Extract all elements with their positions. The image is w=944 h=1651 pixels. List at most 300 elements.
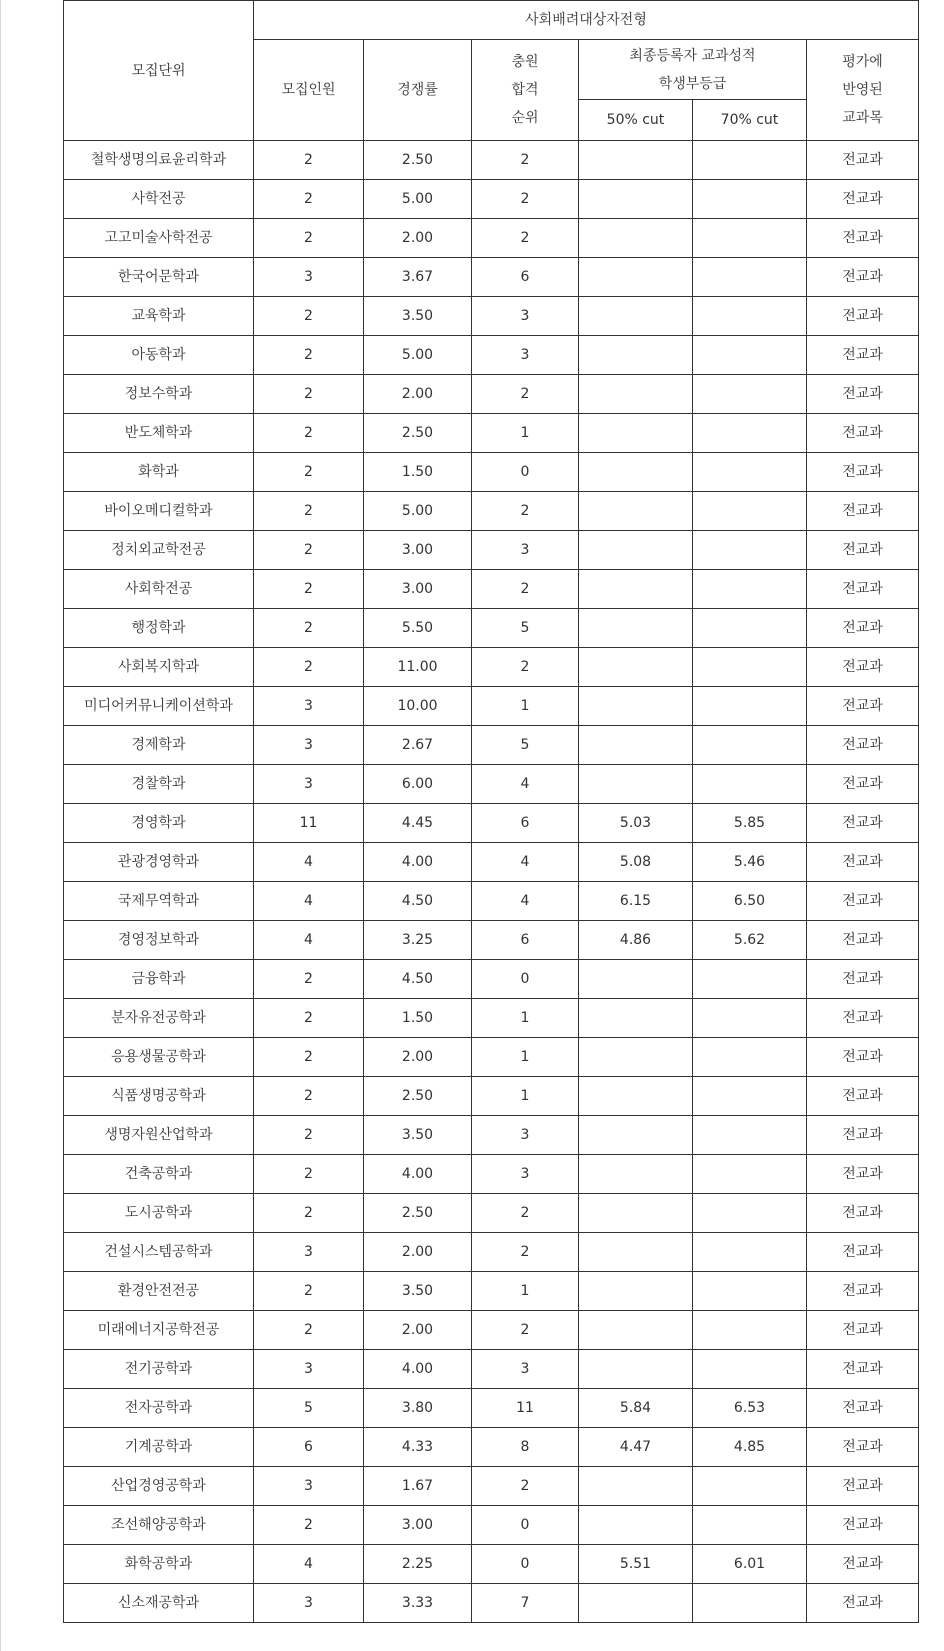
table-row — [64, 1350, 919, 1389]
table-row — [64, 1311, 919, 1350]
subjects-cell: 전교과 — [807, 336, 919, 375]
cut50-cell — [579, 1584, 693, 1623]
header-track: 사회배려대상자전형 — [254, 1, 919, 40]
table-row — [64, 882, 919, 921]
table-row — [64, 570, 919, 609]
subjects-cell: 전교과 — [807, 1116, 919, 1155]
waitlist-rank-cell: 2 — [472, 1233, 579, 1272]
competition-rate-cell: 5.00 — [364, 336, 472, 375]
recruit-count-cell: 11 — [254, 804, 364, 843]
subjects-cell: 전교과 — [807, 414, 919, 453]
waitlist-rank-cell: 5 — [472, 609, 579, 648]
recruit-count-cell: 2 — [254, 414, 364, 453]
waitlist-rank-cell: 1 — [472, 414, 579, 453]
competition-rate-cell: 5.00 — [364, 492, 472, 531]
cut50-cell — [579, 765, 693, 804]
header-competition-rate: 경쟁률 — [364, 40, 472, 141]
waitlist-rank-cell: 1 — [472, 1077, 579, 1116]
recruit-count-cell: 4 — [254, 921, 364, 960]
header-recruit-count: 모집인원 — [254, 40, 364, 141]
competition-rate-cell: 1.50 — [364, 453, 472, 492]
cut70-cell — [693, 180, 807, 219]
competition-rate-cell: 3.00 — [364, 1506, 472, 1545]
recruit-count-cell: 2 — [254, 999, 364, 1038]
subjects-cell: 전교과 — [807, 180, 919, 219]
subjects-cell: 전교과 — [807, 648, 919, 687]
subjects-cell: 전교과 — [807, 765, 919, 804]
competition-rate-cell: 2.67 — [364, 726, 472, 765]
subjects-cell: 전교과 — [807, 141, 919, 180]
waitlist-rank-cell: 8 — [472, 1428, 579, 1467]
competition-rate-cell: 4.50 — [364, 960, 472, 999]
unit-cell: 도시공학과 — [64, 1194, 254, 1233]
waitlist-rank-cell: 0 — [472, 960, 579, 999]
table-row — [64, 999, 919, 1038]
unit-cell: 한국어문학과 — [64, 258, 254, 297]
competition-rate-cell: 2.00 — [364, 1038, 472, 1077]
unit-cell: 고고미술사학전공 — [64, 219, 254, 258]
subjects-cell: 전교과 — [807, 1545, 919, 1584]
cut50-cell — [579, 648, 693, 687]
subjects-cell: 전교과 — [807, 375, 919, 414]
subjects-cell: 전교과 — [807, 1038, 919, 1077]
cut50-cell: 5.51 — [579, 1545, 693, 1584]
unit-cell: 바이오메디컬학과 — [64, 492, 254, 531]
waitlist-rank-cell: 6 — [472, 804, 579, 843]
cut70-cell: 4.85 — [693, 1428, 807, 1467]
subjects-cell: 전교과 — [807, 726, 919, 765]
table-row — [64, 219, 919, 258]
competition-rate-cell: 3.80 — [364, 1389, 472, 1428]
competition-rate-cell: 2.50 — [364, 141, 472, 180]
cut70-cell — [693, 1584, 807, 1623]
cut50-cell — [579, 1155, 693, 1194]
table-row — [64, 765, 919, 804]
table-row — [64, 1194, 919, 1233]
subjects-cell: 전교과 — [807, 1467, 919, 1506]
competition-rate-cell: 3.25 — [364, 921, 472, 960]
cut50-cell — [579, 999, 693, 1038]
subjects-cell: 전교과 — [807, 1584, 919, 1623]
cut50-cell — [579, 960, 693, 999]
competition-rate-cell: 3.50 — [364, 1116, 472, 1155]
recruit-count-cell: 2 — [254, 141, 364, 180]
recruit-count-cell: 2 — [254, 336, 364, 375]
cut70-cell — [693, 1506, 807, 1545]
competition-rate-cell: 3.33 — [364, 1584, 472, 1623]
competition-rate-cell: 3.00 — [364, 570, 472, 609]
unit-cell: 화학공학과 — [64, 1545, 254, 1584]
recruit-count-cell: 3 — [254, 765, 364, 804]
recruit-count-cell: 2 — [254, 219, 364, 258]
cut70-cell — [693, 414, 807, 453]
cut70-cell: 6.53 — [693, 1389, 807, 1428]
unit-cell: 경찰학과 — [64, 765, 254, 804]
cut50-cell — [579, 1350, 693, 1389]
unit-cell: 분자유전공학과 — [64, 999, 254, 1038]
recruit-count-cell: 2 — [254, 1194, 364, 1233]
table-row — [64, 1428, 919, 1467]
subjects-cell: 전교과 — [807, 999, 919, 1038]
recruit-count-cell: 2 — [254, 531, 364, 570]
unit-cell: 건축공학과 — [64, 1155, 254, 1194]
cut70-cell — [693, 297, 807, 336]
waitlist-rank-cell: 3 — [472, 1155, 579, 1194]
cut70-cell — [693, 1272, 807, 1311]
cut70-cell — [693, 648, 807, 687]
recruit-count-cell: 3 — [254, 726, 364, 765]
table-row — [64, 960, 919, 999]
subjects-cell: 전교과 — [807, 1389, 919, 1428]
table-row — [64, 1233, 919, 1272]
cut70-cell — [693, 492, 807, 531]
subjects-cell: 전교과 — [807, 804, 919, 843]
subjects-cell: 전교과 — [807, 960, 919, 999]
cut70-cell — [693, 1467, 807, 1506]
subjects-cell: 전교과 — [807, 1077, 919, 1116]
table-row — [64, 141, 919, 180]
subjects-cell: 전교과 — [807, 843, 919, 882]
competition-rate-cell: 2.00 — [364, 375, 472, 414]
cut70-cell — [693, 1077, 807, 1116]
cut70-cell — [693, 609, 807, 648]
competition-rate-cell: 2.00 — [364, 219, 472, 258]
cut50-cell — [579, 297, 693, 336]
header-final-grade: 최종등록자 교과성적 학생부등급 — [579, 40, 807, 100]
competition-rate-cell: 10.00 — [364, 687, 472, 726]
waitlist-rank-cell: 1 — [472, 1038, 579, 1077]
unit-cell: 환경안전전공 — [64, 1272, 254, 1311]
competition-rate-cell: 5.50 — [364, 609, 472, 648]
recruit-count-cell: 2 — [254, 453, 364, 492]
cut70-cell — [693, 570, 807, 609]
page-left-border — [0, 0, 1, 1651]
competition-rate-cell: 6.00 — [364, 765, 472, 804]
waitlist-rank-cell: 2 — [472, 648, 579, 687]
waitlist-rank-cell: 2 — [472, 1311, 579, 1350]
unit-cell: 정치외교학전공 — [64, 531, 254, 570]
table-row — [64, 1584, 919, 1623]
cut50-cell: 5.08 — [579, 843, 693, 882]
header-subjects: 평가에 반영된 교과목 — [807, 40, 919, 141]
admission-results-table — [63, 0, 919, 1623]
recruit-count-cell: 3 — [254, 687, 364, 726]
cut70-cell — [693, 531, 807, 570]
waitlist-rank-cell: 6 — [472, 258, 579, 297]
header-cut50: 50% cut — [579, 100, 693, 141]
recruit-count-cell: 6 — [254, 1428, 364, 1467]
cut70-cell — [693, 1038, 807, 1077]
waitlist-rank-cell: 7 — [472, 1584, 579, 1623]
unit-cell: 금융학과 — [64, 960, 254, 999]
unit-cell: 아동학과 — [64, 336, 254, 375]
subjects-cell: 전교과 — [807, 1311, 919, 1350]
table-row — [64, 453, 919, 492]
waitlist-rank-cell: 6 — [472, 921, 579, 960]
waitlist-rank-cell: 1 — [472, 1272, 579, 1311]
table-row — [64, 726, 919, 765]
cut50-cell — [579, 687, 693, 726]
recruit-count-cell: 2 — [254, 648, 364, 687]
cut70-cell — [693, 375, 807, 414]
competition-rate-cell: 4.00 — [364, 1350, 472, 1389]
competition-rate-cell: 2.50 — [364, 1194, 472, 1233]
recruit-count-cell: 2 — [254, 1155, 364, 1194]
competition-rate-cell: 4.33 — [364, 1428, 472, 1467]
subjects-cell: 전교과 — [807, 219, 919, 258]
unit-cell: 행정학과 — [64, 609, 254, 648]
competition-rate-cell: 1.67 — [364, 1467, 472, 1506]
cut50-cell — [579, 726, 693, 765]
competition-rate-cell: 4.45 — [364, 804, 472, 843]
competition-rate-cell: 5.00 — [364, 180, 472, 219]
waitlist-rank-cell: 4 — [472, 843, 579, 882]
cut50-cell — [579, 492, 693, 531]
table-row — [64, 375, 919, 414]
table-row — [64, 1155, 919, 1194]
unit-cell: 관광경영학과 — [64, 843, 254, 882]
recruit-count-cell: 2 — [254, 1506, 364, 1545]
subjects-cell: 전교과 — [807, 687, 919, 726]
unit-cell: 화학과 — [64, 453, 254, 492]
waitlist-rank-cell: 4 — [472, 882, 579, 921]
unit-cell: 국제무역학과 — [64, 882, 254, 921]
cut70-cell: 5.62 — [693, 921, 807, 960]
table-row — [64, 492, 919, 531]
recruit-count-cell: 2 — [254, 1272, 364, 1311]
recruit-count-cell: 2 — [254, 960, 364, 999]
unit-cell: 반도체학과 — [64, 414, 254, 453]
header-unit: 모집단위 — [64, 1, 254, 141]
cut70-cell — [693, 1194, 807, 1233]
header-waitlist-rank: 충원 합격 순위 — [472, 40, 579, 141]
subjects-cell: 전교과 — [807, 609, 919, 648]
table-row — [64, 1545, 919, 1584]
competition-rate-cell: 3.67 — [364, 258, 472, 297]
waitlist-rank-cell: 3 — [472, 336, 579, 375]
recruit-count-cell: 2 — [254, 492, 364, 531]
cut50-cell — [579, 219, 693, 258]
subjects-cell: 전교과 — [807, 921, 919, 960]
cut70-cell — [693, 1233, 807, 1272]
cut50-cell — [579, 1077, 693, 1116]
waitlist-rank-cell: 2 — [472, 492, 579, 531]
waitlist-rank-cell: 3 — [472, 531, 579, 570]
competition-rate-cell: 1.50 — [364, 999, 472, 1038]
table-row — [64, 180, 919, 219]
table-row — [64, 804, 919, 843]
competition-rate-cell: 4.50 — [364, 882, 472, 921]
cut50-cell — [579, 258, 693, 297]
table-row — [64, 336, 919, 375]
competition-rate-cell: 3.00 — [364, 531, 472, 570]
recruit-count-cell: 2 — [254, 1116, 364, 1155]
recruit-count-cell: 4 — [254, 882, 364, 921]
cut50-cell — [579, 141, 693, 180]
table-row — [64, 1272, 919, 1311]
table-row — [64, 1467, 919, 1506]
recruit-count-cell: 4 — [254, 843, 364, 882]
unit-cell: 경제학과 — [64, 726, 254, 765]
subjects-cell: 전교과 — [807, 297, 919, 336]
competition-rate-cell: 3.50 — [364, 1272, 472, 1311]
unit-cell: 산업경영공학과 — [64, 1467, 254, 1506]
competition-rate-cell: 3.50 — [364, 297, 472, 336]
unit-cell: 생명자원산업학과 — [64, 1116, 254, 1155]
table-header — [64, 1, 919, 141]
unit-cell: 신소재공학과 — [64, 1584, 254, 1623]
waitlist-rank-cell: 0 — [472, 1545, 579, 1584]
competition-rate-cell: 2.25 — [364, 1545, 472, 1584]
waitlist-rank-cell: 2 — [472, 1194, 579, 1233]
unit-cell: 사회복지학과 — [64, 648, 254, 687]
unit-cell: 경영정보학과 — [64, 921, 254, 960]
waitlist-rank-cell: 2 — [472, 219, 579, 258]
cut50-cell — [579, 414, 693, 453]
cut70-cell — [693, 1350, 807, 1389]
subjects-cell: 전교과 — [807, 1233, 919, 1272]
header-cut70: 70% cut — [693, 100, 807, 141]
recruit-count-cell: 2 — [254, 375, 364, 414]
subjects-cell: 전교과 — [807, 1194, 919, 1233]
unit-cell: 철학생명의료윤리학과 — [64, 141, 254, 180]
competition-rate-cell: 2.50 — [364, 414, 472, 453]
waitlist-rank-cell: 11 — [472, 1389, 579, 1428]
waitlist-rank-cell: 2 — [472, 375, 579, 414]
unit-cell: 건설시스템공학과 — [64, 1233, 254, 1272]
subjects-cell: 전교과 — [807, 1428, 919, 1467]
table-row — [64, 531, 919, 570]
unit-cell: 미디어커뮤니케이션학과 — [64, 687, 254, 726]
cut50-cell: 4.86 — [579, 921, 693, 960]
waitlist-rank-cell: 1 — [472, 999, 579, 1038]
cut70-cell — [693, 219, 807, 258]
unit-cell: 정보수학과 — [64, 375, 254, 414]
cut70-cell — [693, 453, 807, 492]
cut70-cell — [693, 141, 807, 180]
table-row — [64, 1038, 919, 1077]
unit-cell: 사학전공 — [64, 180, 254, 219]
waitlist-rank-cell: 4 — [472, 765, 579, 804]
cut50-cell — [579, 336, 693, 375]
table-row — [64, 258, 919, 297]
subjects-cell: 전교과 — [807, 1272, 919, 1311]
recruit-count-cell: 3 — [254, 1467, 364, 1506]
cut70-cell: 5.46 — [693, 843, 807, 882]
waitlist-rank-cell: 0 — [472, 1506, 579, 1545]
unit-cell: 경영학과 — [64, 804, 254, 843]
subjects-cell: 전교과 — [807, 570, 919, 609]
recruit-count-cell: 2 — [254, 1038, 364, 1077]
waitlist-rank-cell: 3 — [472, 1116, 579, 1155]
cut50-cell — [579, 570, 693, 609]
waitlist-rank-cell: 3 — [472, 297, 579, 336]
subjects-cell: 전교과 — [807, 882, 919, 921]
cut50-cell: 5.84 — [579, 1389, 693, 1428]
subjects-cell: 전교과 — [807, 453, 919, 492]
unit-cell: 기계공학과 — [64, 1428, 254, 1467]
cut50-cell — [579, 453, 693, 492]
cut50-cell — [579, 180, 693, 219]
cut70-cell — [693, 258, 807, 297]
unit-cell: 사회학전공 — [64, 570, 254, 609]
waitlist-rank-cell: 2 — [472, 570, 579, 609]
waitlist-rank-cell: 2 — [472, 180, 579, 219]
waitlist-rank-cell: 2 — [472, 141, 579, 180]
table-row — [64, 648, 919, 687]
cut50-cell: 4.47 — [579, 1428, 693, 1467]
cut70-cell — [693, 1155, 807, 1194]
recruit-count-cell: 2 — [254, 570, 364, 609]
waitlist-rank-cell: 0 — [472, 453, 579, 492]
unit-cell: 미래에너지공학전공 — [64, 1311, 254, 1350]
cut70-cell — [693, 1311, 807, 1350]
table-row — [64, 1506, 919, 1545]
recruit-count-cell: 2 — [254, 180, 364, 219]
cut50-cell — [579, 1506, 693, 1545]
unit-cell: 조선해양공학과 — [64, 1506, 254, 1545]
cut50-cell — [579, 1038, 693, 1077]
table-row — [64, 297, 919, 336]
cut50-cell: 6.15 — [579, 882, 693, 921]
competition-rate-cell: 4.00 — [364, 1155, 472, 1194]
cut50-cell — [579, 1467, 693, 1506]
cut50-cell — [579, 1116, 693, 1155]
subjects-cell: 전교과 — [807, 1350, 919, 1389]
competition-rate-cell: 2.00 — [364, 1311, 472, 1350]
table-row — [64, 687, 919, 726]
table-row — [64, 414, 919, 453]
table-body — [64, 141, 919, 1623]
cut70-cell: 6.01 — [693, 1545, 807, 1584]
competition-rate-cell: 2.00 — [364, 1233, 472, 1272]
cut70-cell — [693, 765, 807, 804]
competition-rate-cell: 2.50 — [364, 1077, 472, 1116]
unit-cell: 식품생명공학과 — [64, 1077, 254, 1116]
table-row — [64, 1077, 919, 1116]
cut70-cell — [693, 999, 807, 1038]
cut70-cell — [693, 687, 807, 726]
recruit-count-cell: 2 — [254, 1077, 364, 1116]
unit-cell: 전기공학과 — [64, 1350, 254, 1389]
waitlist-rank-cell: 5 — [472, 726, 579, 765]
cut50-cell — [579, 375, 693, 414]
subjects-cell: 전교과 — [807, 258, 919, 297]
waitlist-rank-cell: 2 — [472, 1467, 579, 1506]
subjects-cell: 전교과 — [807, 1506, 919, 1545]
table-row — [64, 1389, 919, 1428]
cut50-cell — [579, 609, 693, 648]
table-row — [64, 921, 919, 960]
cut70-cell — [693, 960, 807, 999]
recruit-count-cell: 3 — [254, 1584, 364, 1623]
subjects-cell: 전교과 — [807, 1155, 919, 1194]
recruit-count-cell: 2 — [254, 297, 364, 336]
competition-rate-cell: 11.00 — [364, 648, 472, 687]
competition-rate-cell: 4.00 — [364, 843, 472, 882]
recruit-count-cell: 3 — [254, 1233, 364, 1272]
recruit-count-cell: 3 — [254, 258, 364, 297]
table-row — [64, 609, 919, 648]
cut70-cell — [693, 726, 807, 765]
cut50-cell — [579, 531, 693, 570]
unit-cell: 교육학과 — [64, 297, 254, 336]
cut50-cell — [579, 1233, 693, 1272]
unit-cell: 전자공학과 — [64, 1389, 254, 1428]
cut50-cell — [579, 1272, 693, 1311]
subjects-cell: 전교과 — [807, 492, 919, 531]
cut70-cell — [693, 1116, 807, 1155]
